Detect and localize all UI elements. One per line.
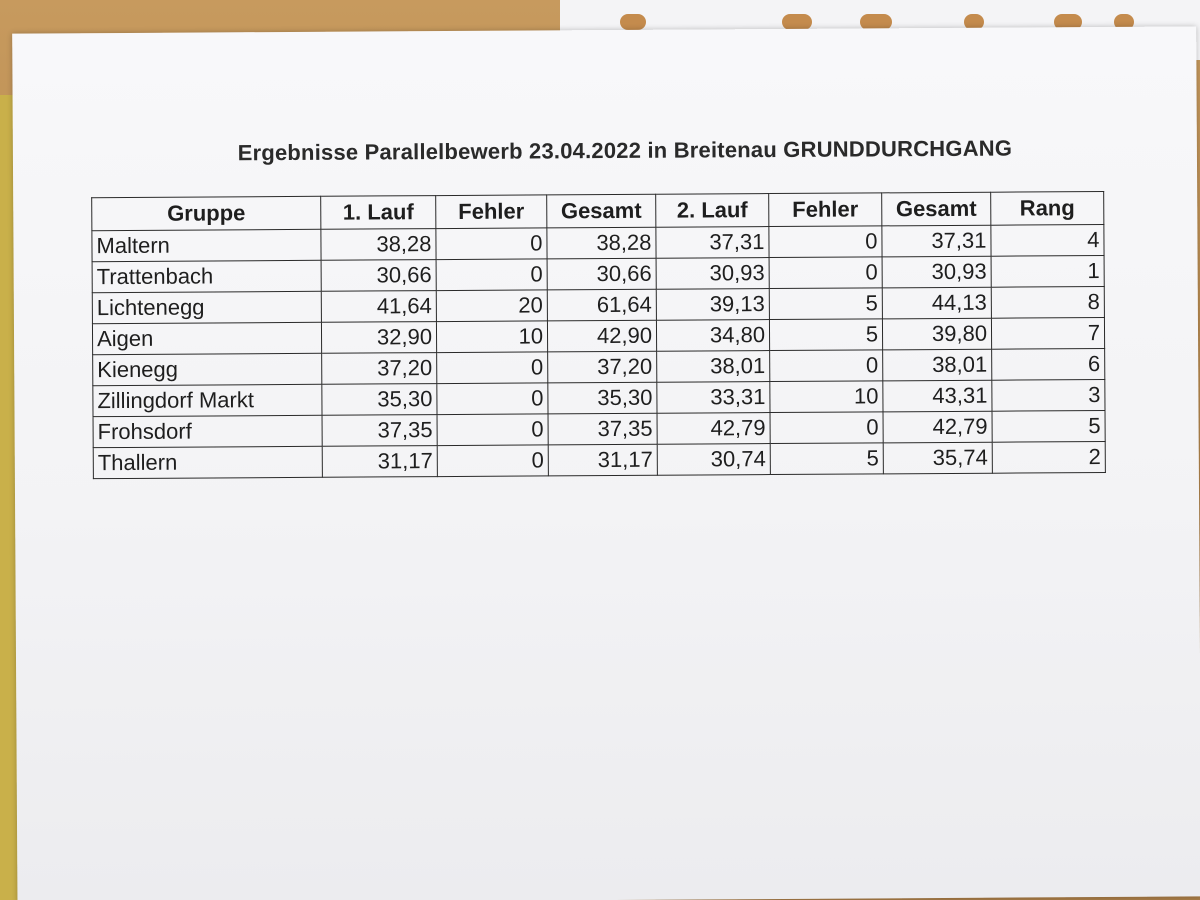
cell-gesamt2: 43,31 <box>883 380 992 412</box>
cell-gesamt2: 30,93 <box>882 256 991 288</box>
cell-fehler2: 10 <box>770 381 883 413</box>
cell-gruppe: Thallern <box>93 446 322 478</box>
cell-fehler1: 0 <box>436 228 547 260</box>
cell-fehler1: 0 <box>437 414 548 446</box>
cell-fehler1: 10 <box>436 321 547 353</box>
cell-lauf2: 39,13 <box>656 289 769 321</box>
cell-fehler1: 0 <box>437 352 548 384</box>
header-gesamt2: Gesamt <box>882 192 991 226</box>
cell-gruppe: Lichtenegg <box>92 291 321 323</box>
header-lauf2: 2. Lauf <box>656 194 769 228</box>
cell-lauf1: 31,17 <box>322 446 437 478</box>
cell-gesamt1: 42,90 <box>547 320 656 352</box>
results-table <box>91 191 1106 479</box>
cell-lauf2: 33,31 <box>657 382 770 414</box>
cell-rang: 1 <box>991 256 1104 288</box>
cell-gesamt2: 35,74 <box>883 442 992 474</box>
cell-rang: 4 <box>991 225 1104 257</box>
header-fehler1: Fehler <box>436 195 547 229</box>
cell-fehler2: 5 <box>769 319 882 351</box>
cell-gruppe: Maltern <box>92 229 321 261</box>
cell-fehler2: 5 <box>769 288 882 320</box>
cell-gesamt1: 30,66 <box>547 258 656 290</box>
punch-hole <box>620 14 646 30</box>
cell-fehler2: 5 <box>770 443 883 475</box>
cell-fehler1: 0 <box>436 259 547 291</box>
cell-gruppe: Trattenbach <box>92 260 321 292</box>
cell-lauf2: 38,01 <box>657 351 770 383</box>
cell-gesamt1: 37,20 <box>548 351 657 383</box>
cell-lauf1: 32,90 <box>321 322 436 354</box>
header-gruppe: Gruppe <box>92 196 321 230</box>
cell-lauf1: 38,28 <box>321 229 436 261</box>
cell-gesamt2: 44,13 <box>882 287 991 319</box>
cell-gesamt1: 31,17 <box>548 444 657 476</box>
cell-gruppe: Frohsdorf <box>93 415 322 447</box>
cell-lauf1: 37,35 <box>322 415 437 447</box>
cell-gruppe: Zillingdorf Markt <box>93 384 322 416</box>
cell-gesamt2: 38,01 <box>883 349 992 381</box>
cell-lauf2: 42,79 <box>657 413 770 445</box>
cell-rang: 5 <box>992 411 1105 443</box>
cell-fehler1: 0 <box>437 383 548 415</box>
header-gesamt1: Gesamt <box>547 194 656 228</box>
cell-gesamt1: 35,30 <box>548 382 657 414</box>
cell-lauf1: 30,66 <box>321 260 436 292</box>
header-fehler2: Fehler <box>769 193 882 227</box>
cell-gesamt2: 37,31 <box>882 225 991 257</box>
cell-fehler2: 0 <box>770 350 883 382</box>
cell-fehler1: 0 <box>437 445 548 477</box>
cell-gesamt1: 61,64 <box>547 289 656 321</box>
results-sheet <box>12 26 1200 900</box>
punch-hole <box>782 14 812 30</box>
cell-rang: 6 <box>992 349 1105 381</box>
cell-fehler2: 0 <box>769 226 882 258</box>
cell-fehler2: 0 <box>769 257 882 289</box>
cell-rang: 8 <box>991 287 1104 319</box>
cell-fehler1: 20 <box>436 290 547 322</box>
cell-gruppe: Aigen <box>92 322 321 354</box>
cell-lauf1: 35,30 <box>322 384 437 416</box>
cell-fehler2: 0 <box>770 412 883 444</box>
cell-lauf1: 37,20 <box>322 353 437 385</box>
header-lauf1: 1. Lauf <box>321 196 436 230</box>
document-title: Ergebnisse Parallelbewerb 23.04.2022 in Breitenau GRUNDDURCHGANG <box>237 135 1013 166</box>
cell-gesamt2: 39,80 <box>882 318 991 350</box>
header-rang: Rang <box>991 192 1104 226</box>
cell-lauf2: 34,80 <box>656 320 769 352</box>
cell-lauf2: 37,31 <box>656 227 769 259</box>
cell-gruppe: Kienegg <box>93 353 322 385</box>
table-row <box>93 442 1105 479</box>
cell-gesamt1: 37,35 <box>548 413 657 445</box>
cell-gesamt2: 42,79 <box>883 411 992 443</box>
cell-lauf2: 30,74 <box>657 444 770 476</box>
cell-rang: 7 <box>991 318 1104 350</box>
cell-lauf2: 30,93 <box>656 258 769 290</box>
cell-rang: 3 <box>992 380 1105 412</box>
cell-rang: 2 <box>992 442 1105 474</box>
cell-gesamt1: 38,28 <box>547 227 656 259</box>
cell-lauf1: 41,64 <box>321 291 436 323</box>
